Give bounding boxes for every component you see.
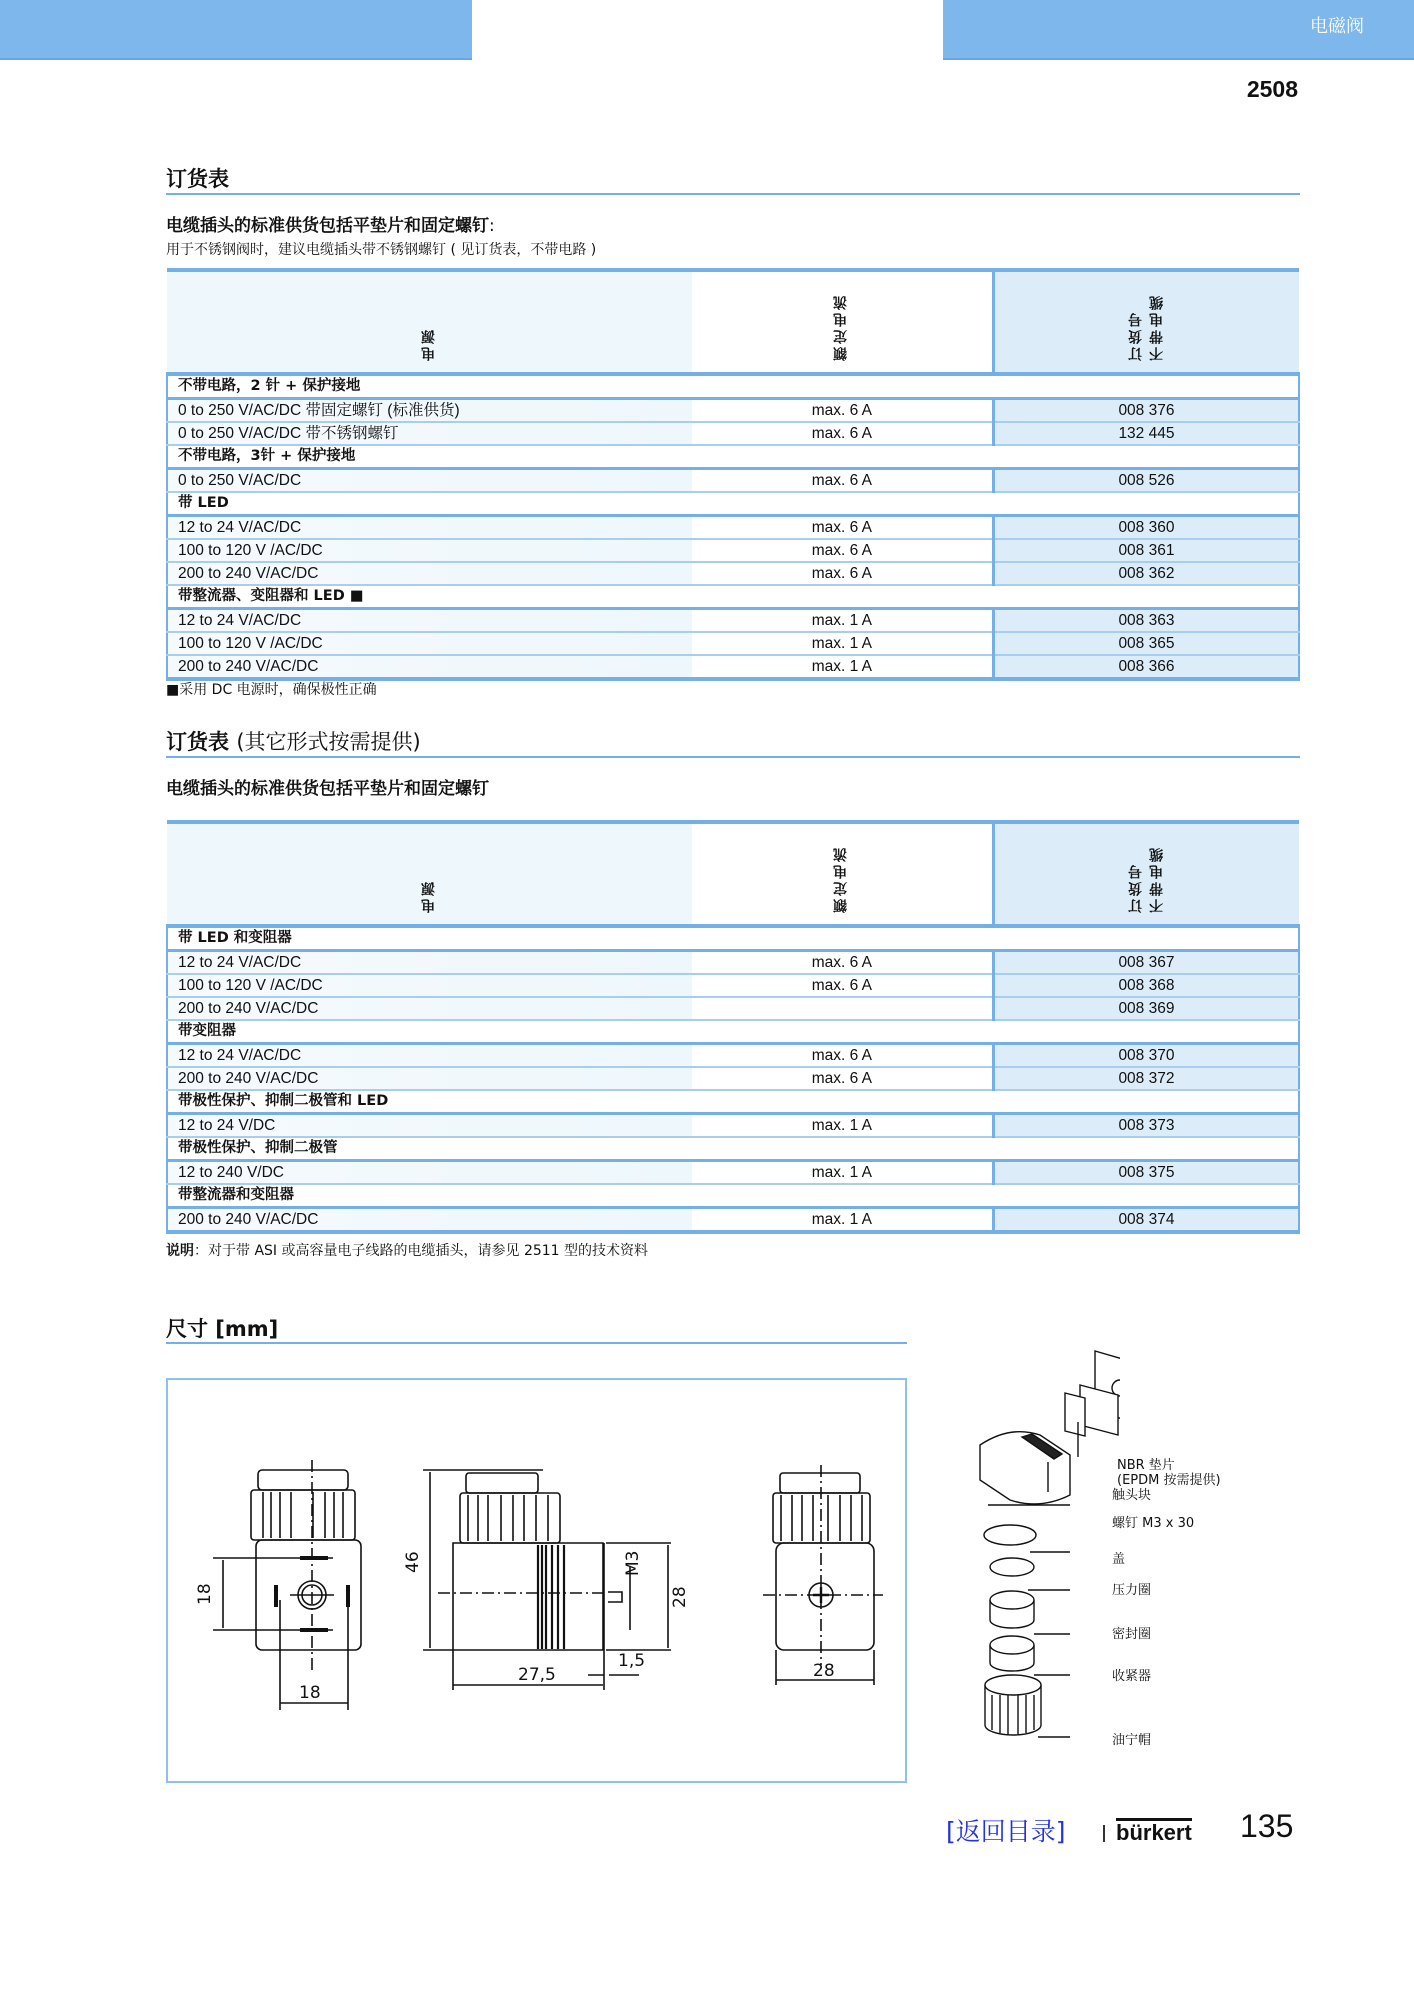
label-gland-nut: 油宁帽 bbox=[1112, 1733, 1152, 1748]
header-bar-left bbox=[0, 0, 472, 60]
column-header-current-text: 额定电流 bbox=[833, 293, 850, 361]
cell-order-number: 008 367 bbox=[993, 951, 1299, 975]
brand-logo: bürkert bbox=[1116, 1820, 1192, 1845]
group-row bbox=[167, 585, 1299, 609]
column-header-power bbox=[167, 270, 692, 374]
cell-current: max. 6 A bbox=[692, 562, 994, 585]
table-row bbox=[167, 632, 1299, 655]
group-row bbox=[167, 1020, 1299, 1044]
column-header-order-text: 订货号 bbox=[1127, 862, 1144, 913]
cell-current: max. 6 A bbox=[692, 399, 994, 423]
group-label: 不带电路，2 针 + 保护接地 bbox=[167, 374, 1299, 399]
label-cover: 盖 bbox=[1112, 1552, 1126, 1567]
cell-power: 200 to 240 V/AC/DC bbox=[167, 562, 692, 585]
cell-current: max. 6 A bbox=[692, 539, 994, 562]
column-header-order bbox=[993, 822, 1299, 926]
cell-power: 12 to 240 V/DC bbox=[167, 1161, 692, 1185]
cell-order-number: 008 372 bbox=[993, 1067, 1299, 1090]
cell-current: max. 1 A bbox=[692, 1114, 994, 1138]
dimension-drawing-box bbox=[166, 1378, 907, 1783]
column-header-current bbox=[692, 822, 994, 926]
table-row bbox=[167, 974, 1299, 997]
group-label: 带 LED bbox=[167, 492, 1299, 516]
group-row bbox=[167, 1184, 1299, 1208]
group-label: 带极性保护、抑制二极管 bbox=[167, 1137, 1299, 1161]
table-row bbox=[167, 609, 1299, 633]
cell-power: 100 to 120 V /AC/DC bbox=[167, 974, 692, 997]
table-row bbox=[167, 562, 1299, 585]
cell-order-number: 008 366 bbox=[993, 655, 1299, 679]
category-title: 电磁阀 bbox=[1310, 16, 1364, 37]
cell-order-number: 008 362 bbox=[993, 562, 1299, 585]
group-row bbox=[167, 926, 1299, 951]
dimensions-title: 尺寸 [mm] bbox=[166, 1317, 279, 1341]
cell-order-number: 132 445 bbox=[993, 422, 1299, 445]
cell-current: max. 1 A bbox=[692, 609, 994, 633]
section2-title-text: 订货表 bbox=[166, 730, 229, 754]
cell-order-number: 008 369 bbox=[993, 997, 1299, 1020]
cell-power: 200 to 240 V/AC/DC bbox=[167, 1067, 692, 1090]
dim-side-total-height: 46 bbox=[403, 1551, 423, 1573]
label-contact-block: 触头块 bbox=[1112, 1488, 1152, 1503]
cell-order-number: 008 360 bbox=[993, 516, 1299, 540]
cell-order-number: 008 365 bbox=[993, 632, 1299, 655]
cell-order-number: 008 361 bbox=[993, 539, 1299, 562]
label-gasket-text: NBR 垫片 bbox=[1117, 1458, 1175, 1473]
remark-label: 说明 bbox=[166, 1243, 194, 1259]
table-row bbox=[167, 997, 1299, 1020]
cell-order-number: 008 374 bbox=[993, 1208, 1299, 1233]
column-header-order bbox=[993, 270, 1299, 374]
group-label: 不带电路，3针 + 保护接地 bbox=[167, 445, 1299, 469]
dim-back-width: 28 bbox=[813, 1661, 835, 1681]
cell-current bbox=[692, 997, 994, 1020]
cell-power: 0 to 250 V/AC/DC 带不锈钢螺钉 bbox=[167, 422, 692, 445]
group-row bbox=[167, 374, 1299, 399]
table-row bbox=[167, 951, 1299, 975]
back-to-contents-link[interactable]: [返回目录] bbox=[946, 1817, 1066, 1846]
label-gasket bbox=[1117, 1458, 1221, 1488]
column-header-no-cable-text: 不带电缆 bbox=[1148, 845, 1165, 913]
page-number: 135 bbox=[1240, 1808, 1294, 1844]
cell-power: 200 to 240 V/AC/DC bbox=[167, 655, 692, 679]
group-label: 带 LED 和变阻器 bbox=[167, 926, 1299, 951]
section1-subtitle-text: 电缆插头的标准供货包括平垫片和固定螺钉 bbox=[166, 216, 489, 236]
cell-power: 12 to 24 V/AC/DC bbox=[167, 1044, 692, 1068]
cell-power: 12 to 24 V/DC bbox=[167, 1114, 692, 1138]
back-view bbox=[763, 1465, 883, 1685]
dimension-drawing bbox=[168, 1380, 905, 1781]
column-header-order-text: 订货号 bbox=[1127, 310, 1144, 361]
table-row bbox=[167, 422, 1299, 445]
group-label: 带整流器和变阻器 bbox=[167, 1184, 1299, 1208]
cell-order-number: 008 526 bbox=[993, 469, 1299, 493]
table-row bbox=[167, 1161, 1299, 1185]
cell-power: 100 to 120 V /AC/DC bbox=[167, 632, 692, 655]
group-label: 带变阻器 bbox=[167, 1020, 1299, 1044]
cell-order-number: 008 363 bbox=[993, 609, 1299, 633]
cell-current: max. 6 A bbox=[692, 422, 994, 445]
cell-current: max. 1 A bbox=[692, 1161, 994, 1185]
group-row bbox=[167, 1137, 1299, 1161]
section2-title bbox=[166, 726, 421, 756]
exploded-view-drawing bbox=[960, 1345, 1120, 1780]
cell-current: max. 6 A bbox=[692, 951, 994, 975]
section2-rule bbox=[166, 756, 1300, 758]
table-row bbox=[167, 399, 1299, 423]
cell-power: 12 to 24 V/AC/DC bbox=[167, 951, 692, 975]
group-label: 带极性保护、抑制二极管和 LED bbox=[167, 1090, 1299, 1114]
label-pressure-ring: 压力圈 bbox=[1112, 1583, 1152, 1598]
table-header bbox=[167, 822, 1299, 926]
section1-subtitle bbox=[166, 211, 495, 236]
cell-power: 12 to 24 V/AC/DC bbox=[167, 516, 692, 540]
section1-footnote: ■采用 DC 电源时，确保极性正确 bbox=[166, 682, 377, 698]
section1-note: 用于不锈钢阀时，建议电缆插头带不锈钢螺钉 ( 见订货表，不带电路 ) bbox=[166, 242, 597, 258]
table-row bbox=[167, 469, 1299, 493]
column-header-power-text: 电源 bbox=[420, 327, 437, 361]
column-header-power-text: 电源 bbox=[420, 879, 437, 913]
dimensions-rule bbox=[166, 1342, 907, 1344]
cell-current: max. 6 A bbox=[692, 1044, 994, 1068]
section2-subtitle: 电缆插头的标准供货包括平垫片和固定螺钉 bbox=[166, 779, 489, 799]
label-seal-ring: 密封圈 bbox=[1112, 1627, 1152, 1642]
header-bar-right bbox=[943, 0, 1414, 60]
label-gasket-epdm: (EPDM 按需提供) bbox=[1117, 1473, 1221, 1488]
section1-title: 订货表 bbox=[166, 167, 229, 191]
dim-side-body-height: 28 bbox=[670, 1586, 690, 1608]
cell-power: 0 to 250 V/AC/DC bbox=[167, 469, 692, 493]
table-row bbox=[167, 1067, 1299, 1090]
cell-power: 12 to 24 V/AC/DC bbox=[167, 609, 692, 633]
cell-current: max. 6 A bbox=[692, 516, 994, 540]
cell-order-number: 008 368 bbox=[993, 974, 1299, 997]
cell-order-number: 008 373 bbox=[993, 1114, 1299, 1138]
section1-rule bbox=[166, 193, 1300, 195]
table-row bbox=[167, 1208, 1299, 1233]
order-table-1 bbox=[166, 268, 1300, 681]
dim-side-screw: M3 bbox=[623, 1550, 643, 1576]
table-row bbox=[167, 1114, 1299, 1138]
group-row bbox=[167, 445, 1299, 469]
dim-front-height: 18 bbox=[195, 1583, 215, 1605]
cell-order-number: 008 370 bbox=[993, 1044, 1299, 1068]
order-table-2 bbox=[166, 820, 1300, 1234]
cell-order-number: 008 376 bbox=[993, 399, 1299, 423]
cell-current: max. 6 A bbox=[692, 974, 994, 997]
dim-front-width: 18 bbox=[299, 1683, 321, 1703]
column-header-current-text: 额定电流 bbox=[833, 845, 850, 913]
cell-current: max. 1 A bbox=[692, 632, 994, 655]
cell-current: max. 6 A bbox=[692, 1067, 994, 1090]
remark-text: ：对于带 ASI 或高容量电子线路的电缆插头，请参见 2511 型的技术资料 bbox=[194, 1243, 649, 1259]
section2-title-suffix: (其它形式按需提供) bbox=[236, 730, 421, 754]
footer-separator bbox=[1103, 1825, 1105, 1842]
cell-current: max. 6 A bbox=[692, 469, 994, 493]
cell-current: max. 1 A bbox=[692, 655, 994, 679]
table-header bbox=[167, 270, 1299, 374]
section1-subtitle-colon: : bbox=[489, 216, 495, 236]
cell-power: 200 to 240 V/AC/DC bbox=[167, 1208, 692, 1233]
table-row bbox=[167, 516, 1299, 540]
model-number: 2508 bbox=[1246, 76, 1298, 102]
cell-power: 0 to 250 V/AC/DC 带固定螺钉 (标准供货) bbox=[167, 399, 692, 423]
front-view bbox=[213, 1460, 361, 1710]
table-row bbox=[167, 655, 1299, 679]
column-header-current bbox=[692, 270, 994, 374]
dim-side-gasket: 1,5 bbox=[618, 1651, 646, 1671]
label-clamp: 收紧器 bbox=[1112, 1669, 1152, 1684]
group-row bbox=[167, 1090, 1299, 1114]
column-header-no-cable-text: 不带电缆 bbox=[1148, 293, 1165, 361]
column-header-power bbox=[167, 822, 692, 926]
cell-order-number: 008 375 bbox=[993, 1161, 1299, 1185]
cell-current: max. 1 A bbox=[692, 1208, 994, 1233]
section2-remark bbox=[166, 1240, 648, 1260]
label-screw: 螺钉 M3 x 30 bbox=[1112, 1516, 1195, 1531]
cell-power: 200 to 240 V/AC/DC bbox=[167, 997, 692, 1020]
dim-side-depth: 27,5 bbox=[518, 1665, 556, 1685]
cell-power: 100 to 120 V /AC/DC bbox=[167, 539, 692, 562]
table-row bbox=[167, 539, 1299, 562]
group-row bbox=[167, 492, 1299, 516]
group-label: 带整流器、变阻器和 LED ■ bbox=[167, 585, 1299, 609]
table-row bbox=[167, 1044, 1299, 1068]
